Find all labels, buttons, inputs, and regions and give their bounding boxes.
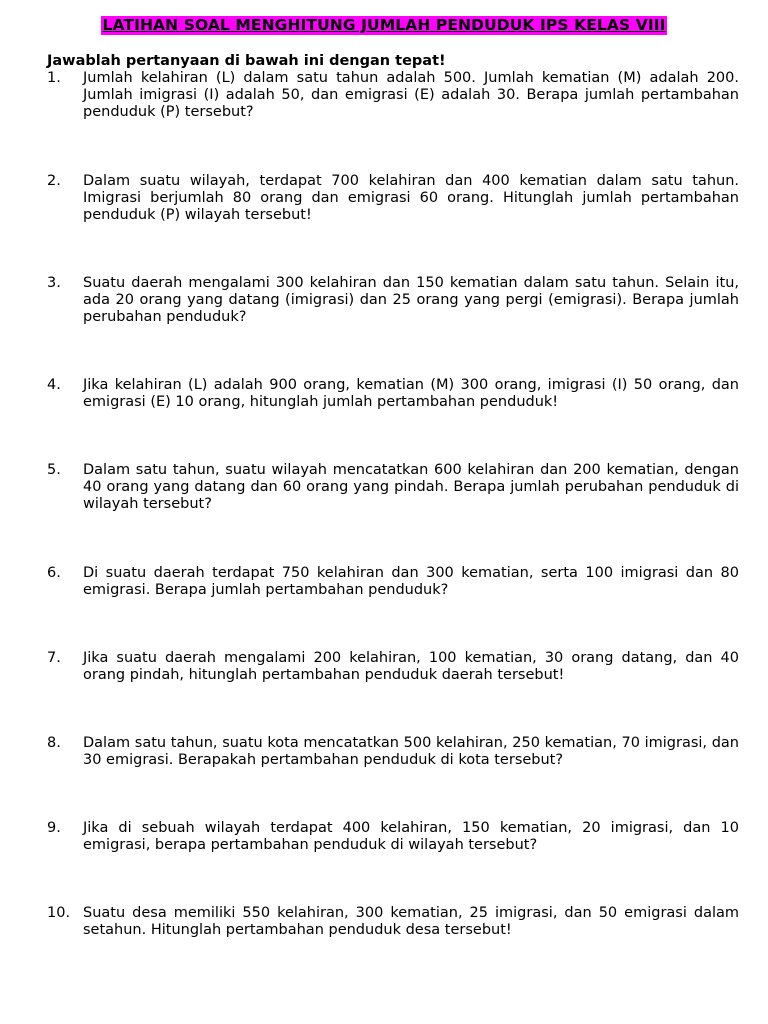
question-number: 1. — [47, 70, 61, 86]
question-number: 10. — [47, 905, 71, 921]
question-text: Dalam satu tahun, suatu wilayah mencatatkan 600 kelahiran dan 200 kematian, dengan 40 orang yang datang dan 60 orang yang pindah. Berapa jumlah perubahan penduduk di wilayah tersebut? — [83, 462, 739, 512]
worksheet-title: LATIHAN SOAL MENGHITUNG JUMLAH PENDUDUK IPS KELAS VIII — [102, 16, 666, 34]
question-text: Jumlah kelahiran (L) dalam satu tahun adalah 500. Jumlah kematian (M) adalah 200. Jumlah imigrasi (I) adalah 50, dan emigrasi (E) adalah 30. Berapa jumlah pertambahan penduduk (P) tersebut? — [83, 70, 739, 120]
question-item-1 — [47, 70, 739, 121]
question-item-4 — [47, 377, 739, 411]
question-number: 7. — [47, 650, 61, 666]
question-item-7 — [47, 650, 739, 684]
question-item-5 — [47, 462, 739, 513]
question-item-2 — [47, 173, 739, 224]
question-number: 6. — [47, 565, 61, 581]
question-text: Dalam satu tahun, suatu kota mencatatkan 500 kelahiran, 250 kematian, 70 imigrasi, dan 30 emigrasi. Berapakah pertambahan penduduk di kota tersebut? — [83, 735, 739, 768]
question-item-9 — [47, 820, 739, 854]
question-number: 8. — [47, 735, 61, 751]
question-text: Jika kelahiran (L) adalah 900 orang, kematian (M) 300 orang, imigrasi (I) 50 orang, dan emigrasi (E) 10 orang, hitunglah jumlah pertambahan penduduk! — [83, 377, 739, 410]
question-text: Suatu desa memiliki 550 kelahiran, 300 kematian, 25 imigrasi, dan 50 emigrasi dalam setahun. Hitunglah pertambahan penduduk desa tersebut! — [83, 905, 739, 938]
question-number: 4. — [47, 377, 61, 393]
question-item-8 — [47, 735, 739, 769]
question-text: Di suatu daerah terdapat 750 kelahiran dan 300 kematian, serta 100 imigrasi dan 80 emigrasi. Berapa jumlah pertambahan penduduk? — [83, 565, 739, 598]
question-item-10 — [47, 905, 739, 939]
question-text: Jika di sebuah wilayah terdapat 400 kelahiran, 150 kematian, 20 imigrasi, dan 10 emigrasi, berapa pertambahan penduduk di wilayah tersebut? — [83, 820, 739, 853]
question-text: Suatu daerah mengalami 300 kelahiran dan 150 kematian dalam satu tahun. Selain itu, ada 20 orang yang datang (imigrasi) dan 25 orang yang pergi (emigrasi). Berapa jumlah perubahan penduduk? — [83, 275, 739, 325]
title-container — [0, 15, 768, 35]
question-number: 3. — [47, 275, 61, 291]
question-number: 2. — [47, 173, 61, 189]
question-text: Dalam suatu wilayah, terdapat 700 kelahiran dan 400 kematian dalam satu tahun. Imigrasi berjumlah 80 orang dan emigrasi 60 orang. Hitunglah jumlah pertambahan penduduk (P) wilayah tersebut! — [83, 173, 739, 223]
question-number: 5. — [47, 462, 61, 478]
instruction-text: Jawablah pertanyaan di bawah ini dengan tepat! — [47, 53, 446, 69]
question-item-6 — [47, 565, 739, 599]
question-number: 9. — [47, 820, 61, 836]
question-text: Jika suatu daerah mengalami 200 kelahiran, 100 kematian, 30 orang datang, dan 40 orang pindah, hitunglah pertambahan penduduk daerah tersebut! — [83, 650, 739, 683]
question-item-3 — [47, 275, 739, 326]
